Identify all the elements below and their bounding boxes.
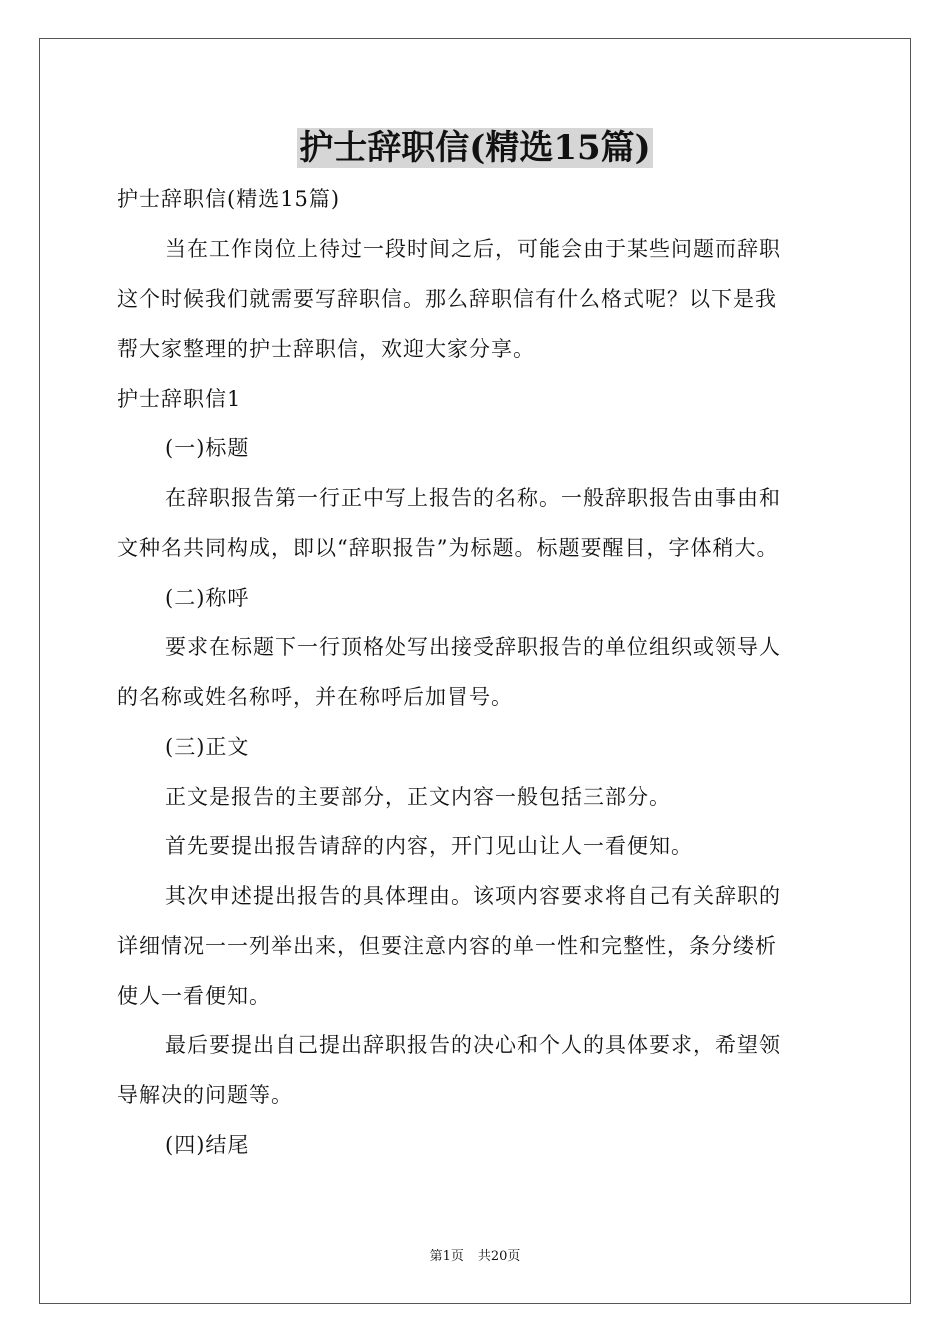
section-heading: 护士辞职信1: [117, 387, 242, 411]
page-total: 共20页: [477, 1249, 521, 1264]
paragraph-line: 导解决的问题等。: [117, 1083, 293, 1107]
subheading: (二)称呼: [165, 586, 250, 610]
paragraph-line: 详细情况一一列举出来，但要注意内容的单一性和完整性，条分缕析: [117, 934, 777, 958]
subtitle-line: 护士辞职信(精选15篇): [117, 187, 341, 211]
paragraph-line: 在辞职报告第一行正中写上报告的名称。一般辞职报告由事由和: [165, 486, 781, 510]
page-border: [39, 38, 911, 1304]
document-title: 护士辞职信(精选15篇): [299, 128, 651, 168]
paragraph-line: 要求在标题下一行顶格处写出接受辞职报告的单位组织或领导人: [165, 635, 781, 659]
paragraph-line: 正文是报告的主要部分，正文内容一般包括三部分。: [165, 785, 671, 809]
paragraph-line: 最后要提出自己提出辞职报告的决心和个人的具体要求，希望领: [165, 1033, 781, 1057]
paragraph-line: 这个时候我们就需要写辞职信。那么辞职信有什么格式呢？以下是我: [117, 287, 777, 311]
paragraph-line: 首先要提出报告请辞的内容，开门见山让人一看便知。: [165, 834, 693, 858]
page-number: 第1页: [429, 1249, 464, 1264]
paragraph-line: 当在工作岗位上待过一段时间之后，可能会由于某些问题而辞职: [165, 237, 781, 261]
subheading: (三)正文: [165, 735, 250, 759]
paragraph-line: 帮大家整理的护士辞职信，欢迎大家分享。: [117, 337, 535, 361]
paragraph-line: 文种名共同构成，即以“辞职报告”为标题。标题要醒目，字体稍大。: [117, 536, 779, 560]
page-footer: [0, 1248, 950, 1266]
subheading: (一)标题: [165, 436, 250, 460]
subheading: (四)结尾: [165, 1133, 250, 1157]
paragraph-line: 使人一看便知。: [117, 984, 271, 1008]
paragraph-line: 其次申述提出报告的具体理由。该项内容要求将自己有关辞职的: [165, 884, 781, 908]
paragraph-line: 的名称或姓名称呼，并在称呼后加冒号。: [117, 685, 513, 709]
